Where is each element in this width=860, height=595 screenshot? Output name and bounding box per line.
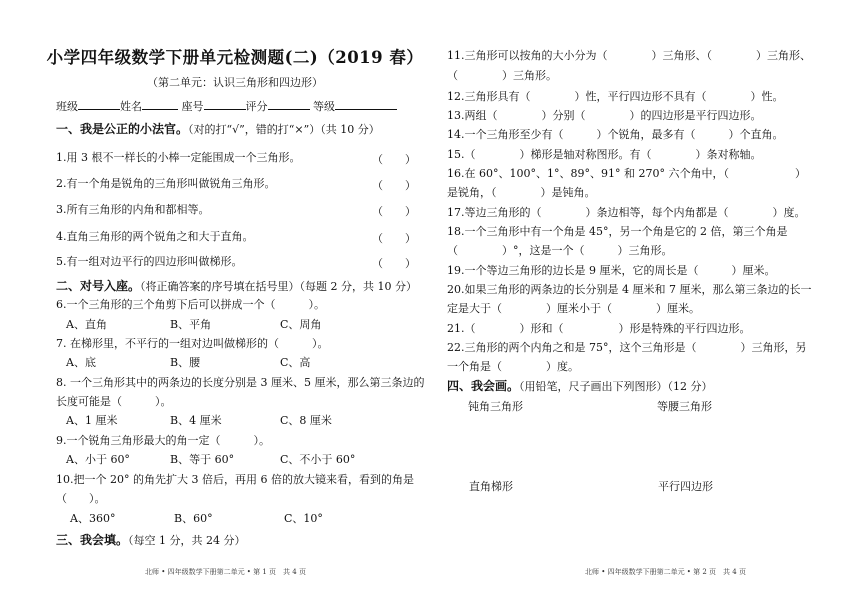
- q9-option-a[interactable]: A、小于 60°: [66, 453, 130, 466]
- judge-answer-5[interactable]: （ ）: [372, 257, 416, 270]
- score-label: 评分: [245, 100, 268, 113]
- section2-heading: [56, 279, 417, 294]
- q8-option-b[interactable]: B、4 厘米: [170, 414, 222, 427]
- q10-option-c[interactable]: C、10°: [284, 512, 323, 525]
- q10-option-b[interactable]: B、60°: [174, 512, 213, 525]
- fill-line-8: 是锐角，（ ）是钝角。: [447, 186, 596, 199]
- q10-option-a[interactable]: A、360°: [70, 512, 116, 525]
- question-6: 6.一个三角形的三个角剪下后可以拼成一个（ ）。: [56, 298, 325, 311]
- q8-option-a[interactable]: A、1 厘米: [66, 414, 118, 427]
- fill-line-2: （ ）三角形。: [447, 69, 557, 82]
- section3-heading: [56, 533, 246, 548]
- student-info-row: [56, 98, 397, 114]
- draw-isosceles-triangle-label: 等腰三角形: [657, 400, 712, 413]
- section1-note: （对的打“√”，错的打“×”）（共 10 分）: [188, 123, 380, 136]
- section4-title: 四、我会画。: [447, 379, 520, 393]
- question-8-line2: 长度可能是（ ）。: [56, 395, 172, 408]
- section2-title: 二、对号入座。: [56, 279, 141, 293]
- draw-parallelogram-label: 平行四边形: [658, 480, 713, 493]
- section3-title: 三、我会填。: [56, 533, 129, 547]
- name-label: 姓名: [120, 100, 142, 113]
- judge-item-5: 5.有一组对边平行的四边形叫做梯形。: [56, 255, 243, 268]
- fill-line-6: 15.（ ）梯形是轴对称图形。有（ ）条对称轴。: [447, 148, 762, 161]
- question-8-line1: 8. 一个三角形其中的两条边的长度分别是 3 厘米、5 厘米，那么第三条边的: [56, 376, 425, 389]
- section4-note: （用铅笔，尺子画出下列图形）（12 分）: [519, 380, 713, 393]
- fill-line-15: 21.（ ）形和（ ）形是特殊的平行四边形。: [447, 322, 751, 335]
- footer-page-2: 北师 • 四年级数学下册第二单元 • 第 2 页 共 4 页: [585, 568, 746, 576]
- fill-line-12: 19.一个等边三角形的边长是 9 厘米，它的周长是（ ）厘米。: [447, 264, 776, 277]
- q6-option-b[interactable]: B、平角: [170, 318, 212, 331]
- fill-line-4: 13.两组（ ）分别（ ）的四边形是平行四边形。: [447, 109, 762, 122]
- draw-right-trapezoid-label: 直角梯形: [469, 480, 513, 493]
- judge-answer-3[interactable]: （ ）: [372, 205, 416, 218]
- q7-option-b[interactable]: B、腰: [170, 356, 201, 369]
- class-label: 班级: [56, 100, 78, 113]
- class-blank[interactable]: [78, 98, 120, 110]
- name-blank[interactable]: [142, 98, 178, 110]
- section1-heading: [56, 122, 380, 137]
- question-10-line1: 10.把一个 20° 的角先扩大 3 倍后，再用 6 倍的放大镜来看，看到的角是: [56, 473, 414, 486]
- fill-line-7: 16.在 60°、100°、1°、89°、91° 和 270° 六个角中，（ ）: [447, 167, 806, 180]
- q6-option-a[interactable]: A、直角: [66, 318, 107, 331]
- q7-option-a[interactable]: A、底: [66, 356, 96, 369]
- section2-note: （将正确答案的序号填在括号里）（每题 2 分，共 10 分）: [140, 280, 417, 293]
- fill-line-13: 20.如果三角形的两条边的长分别是 4 厘米和 7 厘米，那么第三条边的长一: [447, 283, 812, 296]
- fill-line-9: 17.等边三角形的（ ）条边相等，每个内角都是（ ）度。: [447, 206, 806, 219]
- q7-option-c[interactable]: C、高: [280, 356, 311, 369]
- fill-line-14: 定是大于（ ）厘米小于（ ）厘米。: [447, 302, 700, 315]
- fill-line-16: 22.三角形的两个内角之和是 75°，这个三角形是（ ）三角形，另: [447, 341, 807, 354]
- page-subtitle: （第二单元：认识三角形和四边形）: [147, 76, 323, 89]
- section1-title: 一、我是公正的小法官。: [56, 122, 189, 136]
- q6-option-c[interactable]: C、周角: [280, 318, 322, 331]
- footer-page-1: 北师 • 四年级数学下册第二单元 • 第 1 页 共 4 页: [145, 568, 306, 576]
- page-title: 小学四年级数学下册单元检测题(二)（2019 春）: [46, 48, 424, 67]
- fill-line-11: （ ）°，这是一个（ ）三角形。: [447, 244, 673, 257]
- section4-heading: [447, 379, 713, 394]
- seat-label: 座号: [181, 100, 204, 113]
- judge-answer-1[interactable]: （ ）: [372, 153, 416, 166]
- q9-option-c[interactable]: C、不小于 60°: [280, 453, 356, 466]
- q8-option-c[interactable]: C、8 厘米: [280, 414, 332, 427]
- judge-answer-4[interactable]: （ ）: [372, 232, 416, 245]
- fill-line-1: 11.三角形可以按角的大小分为（ ）三角形、（ ）三角形、: [447, 49, 811, 62]
- section3-note: （每空 1 分，共 24 分）: [128, 534, 246, 547]
- fill-line-17: 一个角是（ ）度。: [447, 360, 579, 373]
- judge-item-4: 4.直角三角形的两个锐角之和大于直角。: [56, 230, 254, 243]
- judge-item-2: 2.有一个角是锐角的三角形叫做锐角三角形。: [56, 177, 276, 190]
- question-9: 9.一个锐角三角形最大的角一定（ ）。: [56, 434, 270, 447]
- q9-option-b[interactable]: B、等于 60°: [170, 453, 235, 466]
- seat-blank[interactable]: [204, 98, 246, 110]
- judge-item-1: 1.用 3 根不一样长的小棒一定能围成一个三角形。: [56, 151, 301, 164]
- judge-answer-2[interactable]: （ ）: [372, 179, 416, 192]
- draw-obtuse-triangle-label: 钝角三角形: [468, 400, 523, 413]
- question-10-line2: （ ）。: [56, 492, 106, 505]
- grade-label: 等级: [313, 100, 335, 113]
- fill-line-10: 18.一个三角形中有一个角是 45°，另一个角是它的 2 倍，第三个角是: [447, 225, 788, 238]
- fill-line-5: 14.一个三角形至少有（ ）个锐角，最多有（ ）个直角。: [447, 128, 784, 141]
- judge-item-3: 3.所有三角形的内角和都相等。: [56, 203, 210, 216]
- question-7: 7. 在梯形里，不平行的一组对边叫做梯形的（ ）。: [56, 337, 329, 350]
- fill-line-3: 12.三角形具有（ ）性，平行四边形不具有（ ）性。: [447, 90, 784, 103]
- score-blank[interactable]: [268, 98, 310, 110]
- grade-blank[interactable]: [335, 98, 397, 110]
